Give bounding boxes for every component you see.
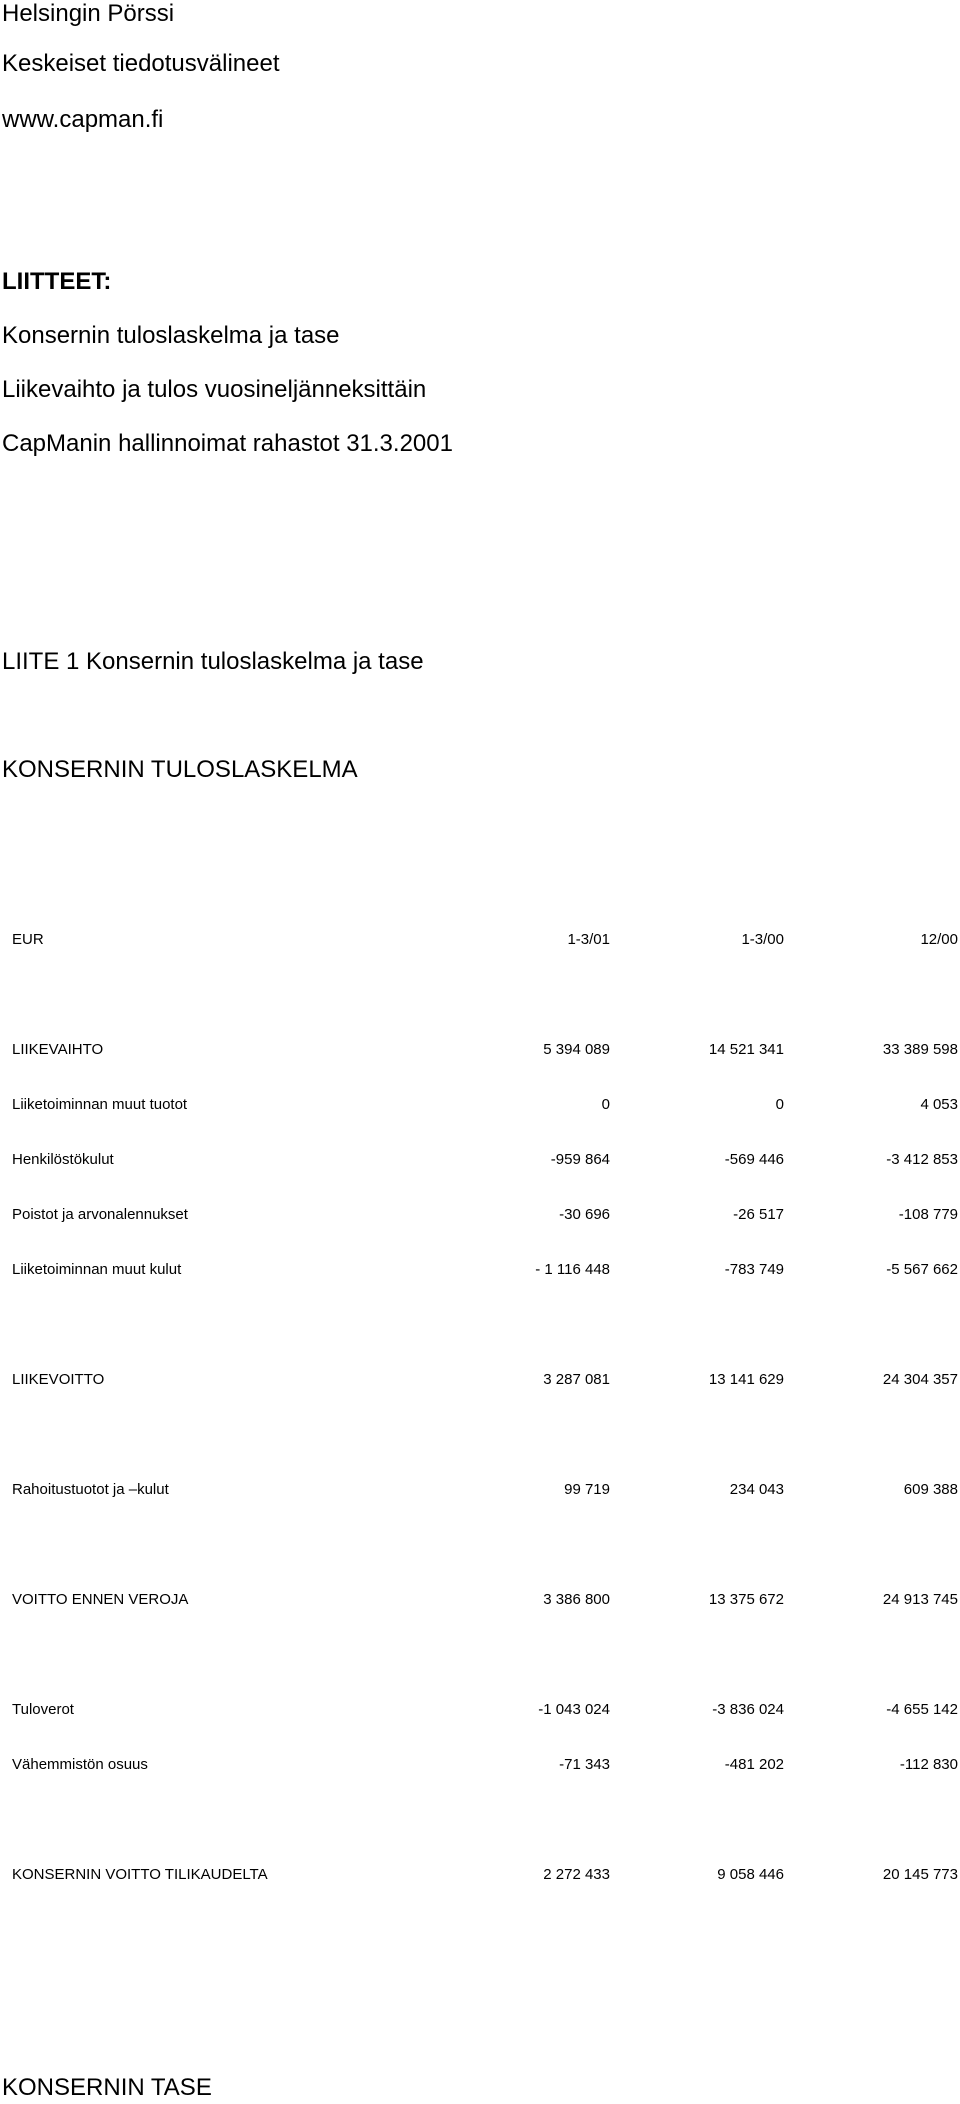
value-q1-2000: -26 517	[733, 1206, 784, 1223]
value-q1-2000: -481 202	[724, 1756, 784, 1773]
column-header-currency: EUR	[12, 931, 44, 948]
table-row	[0, 1370, 960, 1390]
website-link[interactable]: www.capman.fi	[2, 106, 164, 133]
table-row	[0, 1040, 960, 1060]
value-q1-2001: - 1 116 448	[535, 1261, 610, 1278]
value-fy-2000: -5 567 662	[886, 1261, 958, 1278]
value-q1-2000: -3 836 024	[712, 1701, 784, 1718]
value-fy-2000: -4 655 142	[886, 1701, 958, 1718]
table-row	[0, 1260, 960, 1280]
attachments-title: LIITTEET:	[2, 268, 112, 295]
table-row	[0, 1700, 960, 1720]
income-statement-title: KONSERNIN TULOSLASKELMA	[2, 756, 358, 783]
value-fy-2000: -108 779	[898, 1206, 958, 1223]
appendix-title: LIITE 1 Konsernin tuloslaskelma ja tase	[2, 648, 424, 675]
attachment-item: Konsernin tuloslaskelma ja tase	[2, 322, 340, 349]
value-fy-2000: 24 913 745	[882, 1591, 958, 1608]
value-q1-2001: -30 696	[559, 1206, 610, 1223]
value-fy-2000: 24 304 357	[882, 1371, 958, 1388]
column-header-q1-2000: 1-3/00	[741, 931, 784, 948]
table-row	[0, 1205, 960, 1225]
row-label: Poistot ja arvonalennukset	[12, 1206, 188, 1223]
value-q1-2001: 2 272 433	[543, 1866, 610, 1883]
value-fy-2000: 609 388	[903, 1481, 958, 1498]
value-q1-2001: -71 343	[559, 1756, 610, 1773]
row-label: Rahoitustuotot ja –kulut	[12, 1481, 169, 1498]
value-q1-2000: 13 141 629	[708, 1371, 784, 1388]
value-q1-2000: 14 521 341	[708, 1041, 784, 1058]
balance-sheet-title: KONSERNIN TASE	[2, 2074, 212, 2101]
row-label: Vähemmistön osuus	[12, 1756, 148, 1773]
value-fy-2000: 33 389 598	[882, 1041, 958, 1058]
value-q1-2001: 5 394 089	[543, 1041, 610, 1058]
row-label: Henkilöstökulut	[12, 1151, 114, 1168]
media-recipient: Keskeiset tiedotusvälineet	[2, 50, 280, 77]
table-row	[0, 1865, 960, 1885]
table-row	[0, 1095, 960, 1115]
value-q1-2001: 3 287 081	[543, 1371, 610, 1388]
exchange-recipient: Helsingin Pörssi	[2, 0, 175, 27]
table-row	[0, 1590, 960, 1610]
value-q1-2001: 99 719	[564, 1481, 610, 1498]
value-q1-2001: -1 043 024	[538, 1701, 610, 1718]
value-q1-2001: 3 386 800	[543, 1591, 610, 1608]
value-q1-2000: 13 375 672	[708, 1591, 784, 1608]
row-label: Tuloverot	[12, 1701, 74, 1718]
value-fy-2000: 4 053	[920, 1096, 958, 1113]
value-q1-2000: 9 058 446	[717, 1866, 784, 1883]
table-header-row	[0, 930, 960, 950]
value-q1-2001: 0	[601, 1096, 610, 1113]
row-label: Liiketoiminnan muut tuotot	[12, 1096, 188, 1113]
value-fy-2000: -3 412 853	[886, 1151, 958, 1168]
value-fy-2000: 20 145 773	[882, 1866, 958, 1883]
attachment-item: CapManin hallinnoimat rahastot 31.3.2001	[2, 430, 453, 457]
row-label: LIIKEVOITTO	[12, 1371, 105, 1388]
value-fy-2000: -112 830	[899, 1756, 958, 1773]
table-row	[0, 1150, 960, 1170]
value-q1-2000: -569 446	[724, 1151, 784, 1168]
column-header-fy-2000: 12/00	[920, 931, 958, 948]
value-q1-2000: 0	[775, 1096, 784, 1113]
row-label: Liiketoiminnan muut kulut	[12, 1261, 182, 1278]
value-q1-2000: -783 749	[724, 1261, 784, 1278]
attachment-item: Liikevaihto ja tulos vuosineljänneksittäin	[2, 376, 427, 403]
table-row	[0, 1755, 960, 1775]
table-row	[0, 1480, 960, 1500]
value-q1-2000: 234 043	[729, 1481, 784, 1498]
value-q1-2001: -959 864	[550, 1151, 610, 1168]
row-label: VOITTO ENNEN VEROJA	[12, 1591, 189, 1608]
row-label: KONSERNIN VOITTO TILIKAUDELTA	[12, 1866, 268, 1883]
row-label: LIIKEVAIHTO	[12, 1041, 104, 1058]
column-header-q1-2001: 1-3/01	[567, 931, 610, 948]
